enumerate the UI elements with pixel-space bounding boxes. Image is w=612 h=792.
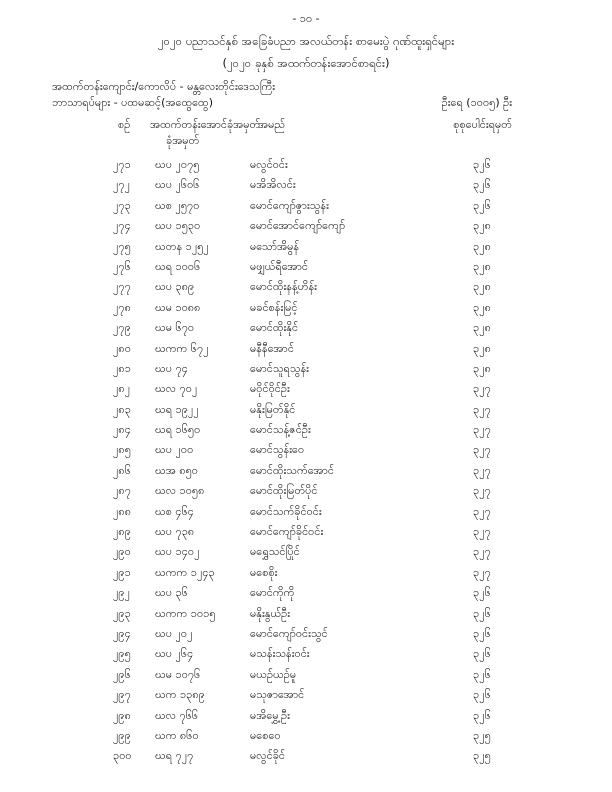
row-marks: ၃၂၈ bbox=[473, 321, 491, 335]
row-seq: ၂၉၉ bbox=[113, 728, 131, 742]
results-list bbox=[0, 155, 612, 767]
row-exam-no: ဃပ ၁၅၃၀ bbox=[155, 219, 201, 233]
row-name: မောင်သွန်းဝေ bbox=[250, 443, 305, 457]
row-exam-no: ဃမ ၆၇၀ bbox=[155, 321, 195, 335]
row-name: မလွင်ဝင်း bbox=[250, 158, 288, 171]
table-row bbox=[0, 644, 612, 664]
row-exam-no: ဃက ၁၃၈၉ bbox=[155, 688, 205, 702]
table-row bbox=[0, 706, 612, 726]
row-seq: ၂၉၈ bbox=[113, 708, 131, 722]
row-exam-no: ဃမ ၁၀၈၈ bbox=[155, 300, 201, 314]
row-seq: ၂၉၁ bbox=[113, 565, 131, 579]
row-exam-no: ဃပ ၇၄ bbox=[155, 361, 188, 375]
row-marks: ၃၂၇ bbox=[473, 545, 491, 559]
row-name: မယဉ်ယဉ်မူ bbox=[250, 667, 297, 681]
row-seq: ၂၉၆ bbox=[113, 667, 131, 681]
table-row bbox=[0, 359, 612, 379]
row-marks: ၃၂၇ bbox=[473, 402, 491, 416]
table-row bbox=[0, 522, 612, 542]
table-row bbox=[0, 216, 612, 236]
row-name: မစေစိုး bbox=[250, 565, 278, 579]
table-row bbox=[0, 257, 612, 277]
row-name: မောင်ထိုးနန့်ဟိန်း bbox=[250, 280, 317, 294]
row-name: မအိအိလင်း bbox=[250, 178, 296, 192]
row-exam-no: ဃက ၈၆၀ bbox=[155, 728, 199, 742]
row-seq: ၂၈၂ bbox=[113, 382, 131, 396]
row-seq: ၂၈၆ bbox=[113, 463, 131, 477]
row-name: မောင်သန့်ဇင်ဦး bbox=[250, 423, 311, 437]
table-row bbox=[0, 604, 612, 624]
table-row bbox=[0, 420, 612, 440]
row-marks: ၃၂၇ bbox=[473, 484, 491, 498]
row-exam-no: ဃတန ၁၂၅၂ bbox=[155, 239, 209, 253]
row-seq: ၂၈၅ bbox=[113, 443, 131, 457]
table-row bbox=[0, 400, 612, 420]
row-marks: ၃၂၈ bbox=[473, 280, 491, 294]
row-marks: ၃၂၇ bbox=[473, 382, 491, 396]
row-marks: ၃၂၇ bbox=[473, 565, 491, 579]
row-seq: ၃၀၀ bbox=[113, 749, 132, 763]
row-seq: ၂၈၉ bbox=[113, 525, 131, 539]
row-exam-no: ဃစ ၄၆၄ bbox=[155, 504, 194, 518]
table-row bbox=[0, 746, 612, 766]
row-seq: ၂၈၄ bbox=[113, 423, 131, 437]
subject-label: ဘာသာရပ်များ - ပထမဆင့်(အထွေထွေ) bbox=[52, 96, 213, 109]
row-name: မနီနီအောင် bbox=[250, 341, 294, 355]
row-name: မောင်ကိုကို bbox=[250, 586, 295, 600]
row-seq: ၂၇၁ bbox=[113, 158, 131, 171]
row-marks: ၃၂၇ bbox=[473, 423, 491, 437]
row-exam-no: ဃပ ၂၆၄ bbox=[155, 647, 194, 661]
row-name: မောင်ထိုးမြတ်ပိုင် bbox=[250, 484, 318, 498]
row-name: မောင်ထိုးနိုင် bbox=[250, 321, 299, 335]
header-exam-no: အထက်တန်းအောင်ခုံအမှတ် bbox=[150, 118, 261, 131]
row-exam-no: ဃလ ၁၀၅၈ bbox=[155, 484, 205, 498]
row-exam-no: ဃပ ၃၆ bbox=[155, 586, 188, 600]
row-marks: ၃၂၈ bbox=[473, 341, 491, 355]
row-exam-no: ဃပ ၂၀၂ bbox=[155, 626, 193, 640]
row-exam-no: ဃကက ၁၂၄၃ bbox=[155, 565, 215, 579]
row-exam-no: ဃကက ၆၇၂ bbox=[155, 341, 209, 355]
row-seq: ၂၇၇ bbox=[113, 280, 131, 294]
row-seq: ၂၇၆ bbox=[113, 259, 131, 273]
row-exam-no: ဃပ ၁၄၀၂ bbox=[155, 545, 200, 559]
table-row bbox=[0, 298, 612, 318]
row-marks: ၃၂၆ bbox=[473, 688, 491, 702]
row-exam-no: ဃပ ၂၀၇၅ bbox=[155, 158, 200, 171]
row-marks: ၃၂၇ bbox=[473, 443, 491, 457]
row-marks: ၃၂၈ bbox=[473, 259, 491, 273]
row-exam-no: ဃပ ၂၀၀ bbox=[155, 443, 194, 457]
row-exam-no: ဃစ ၂၅၇၀ bbox=[155, 198, 200, 212]
row-marks: ၃၂၆ bbox=[473, 708, 491, 722]
row-seq: ၂၇၄ bbox=[113, 219, 131, 233]
row-exam-no: ဃပ ၇၃၈ bbox=[155, 525, 195, 539]
header-marks: စုစုပေါင်းရမှတ် bbox=[453, 118, 512, 131]
row-exam-no: ဃလ ၇၀၂ bbox=[155, 382, 198, 396]
table-row bbox=[0, 726, 612, 746]
page-number: - ၁၀ - bbox=[292, 12, 320, 25]
row-exam-no: ဃရ ၁၀၀၆ bbox=[155, 259, 201, 273]
row-marks: ၃၂၆ bbox=[473, 586, 491, 600]
row-exam-no: ဃရ ၁၉၂၂ bbox=[155, 402, 199, 416]
row-seq: ၂၇၅ bbox=[113, 239, 131, 253]
table-row bbox=[0, 175, 612, 195]
row-marks: ၃၂၆ bbox=[473, 178, 491, 192]
table-row bbox=[0, 196, 612, 216]
row-seq: ၂၉၃ bbox=[113, 606, 131, 620]
row-name: မအိမွှေ့ဦး bbox=[250, 708, 290, 722]
row-exam-no: ဃမ ၁၀၇၆ bbox=[155, 667, 201, 681]
row-exam-no: ဃရ ၁၆၅၀ bbox=[155, 423, 201, 437]
table-row bbox=[0, 624, 612, 644]
table-row bbox=[0, 583, 612, 603]
row-exam-no: ဃပ ၃၈၉ bbox=[155, 280, 195, 294]
row-marks: ၃၂၆ bbox=[473, 198, 491, 212]
table-row bbox=[0, 339, 612, 359]
row-marks: ၃၂၆ bbox=[473, 158, 491, 171]
table-row bbox=[0, 155, 612, 175]
row-exam-no: ဃကက ၁၀၁၅ bbox=[155, 606, 216, 620]
row-seq: ၂၈၀ bbox=[113, 341, 131, 355]
row-name: မောင်ကျော်ဇွားသွန်း bbox=[250, 198, 329, 212]
table-row bbox=[0, 277, 612, 297]
row-marks: ၃၂၇ bbox=[473, 504, 491, 518]
row-name: မောင်သက်ခိုင်ဝင်း bbox=[250, 504, 322, 518]
row-marks: ၃၂၆ bbox=[473, 667, 491, 681]
row-name: မနိုးနွယ်ဦး bbox=[250, 606, 291, 620]
table-row bbox=[0, 237, 612, 257]
table-row bbox=[0, 318, 612, 338]
row-marks: ၃၂၆ bbox=[473, 647, 491, 661]
table-row bbox=[0, 685, 612, 705]
table-row bbox=[0, 481, 612, 501]
region-label: အထက်တန်းကျောင်း/ကောလိပ် - မန္တလေးတိုင်းဒေသကြီး bbox=[52, 80, 276, 93]
row-name: မောင်သူရသွန်း bbox=[250, 361, 309, 375]
row-exam-no: ဃရ ၇၂၇ bbox=[155, 749, 194, 763]
row-seq: ၂၈၃ bbox=[113, 402, 131, 416]
row-marks: ၃၂၈ bbox=[473, 219, 491, 233]
row-seq: ၂၈၇ bbox=[113, 484, 131, 498]
row-seq: ၂၈၁ bbox=[113, 361, 131, 375]
row-name: မဖျှယ်ရီအောင် bbox=[250, 259, 308, 273]
row-seq: ၂၇၈ bbox=[113, 300, 131, 314]
total-count-label: ဦးရေ (၁၀၀၅) ဦး bbox=[441, 96, 512, 109]
document-title: ၂၀၂၀ ပညာသင်နှစ် အခြေခံပညာ အလယ်တန်း စာမေးပွဲ ဂုဏ်ထူးရှင်များ bbox=[157, 34, 455, 48]
row-marks: ၃၂၈ bbox=[473, 300, 491, 314]
table-row bbox=[0, 563, 612, 583]
document-subtitle: (၂၀၂၀ ခုနှစ် အထက်တန်းအောင်စာရင်း) bbox=[222, 56, 390, 70]
row-exam-no: ဃအ ၈၅၀ bbox=[155, 463, 198, 477]
row-seq: ၂၇၂ bbox=[113, 178, 130, 192]
row-name: မသော်အိမွန် bbox=[250, 239, 300, 253]
row-seq: ၂၉၀ bbox=[113, 545, 131, 559]
row-seq: ၂၇၃ bbox=[113, 198, 131, 212]
header-seq: စဉ် bbox=[118, 118, 131, 131]
row-name: မောင်ထိုးသက်အောင် bbox=[250, 463, 334, 477]
row-exam-no: ဃလ ၇၆၆ bbox=[155, 708, 199, 722]
row-name: မသုဇာအောင် bbox=[250, 688, 305, 702]
row-marks: ၃၂၅ bbox=[473, 749, 491, 763]
row-seq: ၂၉၅ bbox=[113, 647, 131, 661]
row-name: မရွှေသင်ပြိုင် bbox=[250, 545, 300, 559]
table-row bbox=[0, 461, 612, 481]
table-row bbox=[0, 379, 612, 399]
row-marks: ၃၂၇ bbox=[473, 463, 491, 477]
row-name: မနိုးမြတ်နိုင် bbox=[250, 402, 296, 416]
row-seq: ၂၉၄ bbox=[113, 626, 131, 640]
table-row bbox=[0, 440, 612, 460]
table-row bbox=[0, 542, 612, 562]
row-seq: ၂၇၉ bbox=[113, 321, 131, 335]
row-seq: ၂၈၈ bbox=[113, 504, 131, 518]
row-seq: ၂၉၇ bbox=[113, 688, 131, 702]
row-marks: ၃၂၆ bbox=[473, 626, 491, 640]
row-name: မခင်စန်းမြင့် bbox=[250, 300, 298, 314]
row-marks: ၃၂၈ bbox=[473, 239, 491, 253]
header-name: အမည် bbox=[258, 118, 286, 131]
row-name: မောင်အောင်ကျော်ကျော် bbox=[250, 219, 346, 233]
row-exam-no: ဃပ ၂၆၀၆ bbox=[155, 178, 200, 192]
row-name: မဝိုင်ဝိုင်ဦး bbox=[250, 382, 290, 396]
row-name: မသန်းသန်းဝင်း bbox=[250, 647, 310, 661]
row-name: မစေဝေ bbox=[250, 728, 281, 742]
row-seq: ၂၉၂ bbox=[113, 586, 130, 600]
row-marks: ၃၂၆ bbox=[473, 606, 491, 620]
table-row bbox=[0, 502, 612, 522]
row-name: မောင်ကျော်ဝင်းသွင် bbox=[250, 626, 328, 640]
row-name: မလွင်ခိုင် bbox=[250, 749, 285, 763]
row-name: မောင်ကျော်ခိုင်ဝင်း bbox=[250, 525, 324, 539]
row-marks: ၃၂၅ bbox=[473, 728, 491, 742]
table-row bbox=[0, 665, 612, 685]
row-marks: ၃၂၈ bbox=[473, 361, 491, 375]
header-exam-no-sub: ခုံအမှတ် bbox=[166, 134, 200, 147]
row-marks: ၃၂၇ bbox=[473, 525, 491, 539]
